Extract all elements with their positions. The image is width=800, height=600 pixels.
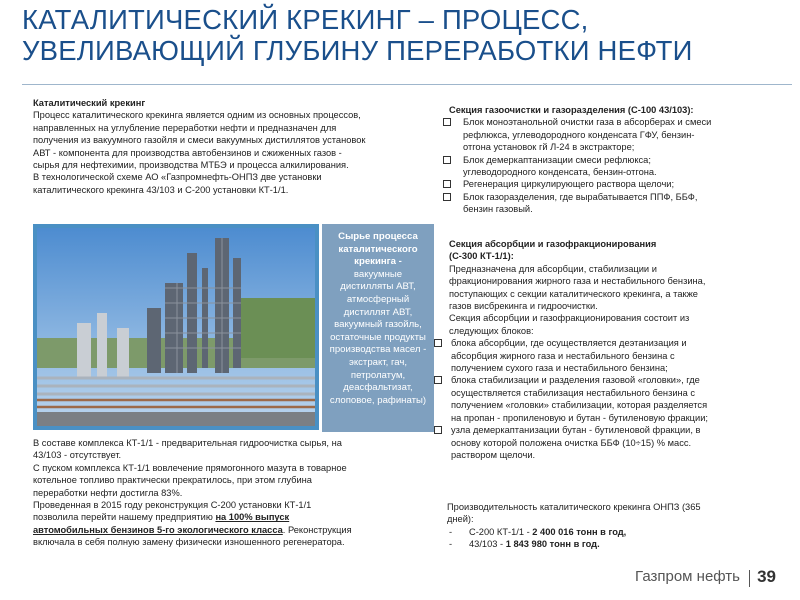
page-number: 39 [757, 567, 776, 586]
complex-text-part: позволила перейти нашему предприятию [33, 512, 216, 523]
gas-cleaning-heading: Секция газоочистки и газоразделения (С-100 43/103): [449, 105, 694, 115]
block-line: на пропан - пропиленовую и бутан - бутиленовую фракции; [451, 412, 708, 423]
list-item [441, 154, 773, 179]
raw-title-line: крекинга - [354, 256, 402, 268]
complex-line: Проведенная в 2015 году реконструкция С-200 установки КТ-1/1 [33, 500, 312, 511]
raw-title-line: Сырье процесса [338, 231, 418, 242]
refinery-illustration [37, 228, 315, 426]
productivity-label: С-200 КТ-1/1 - [469, 526, 533, 537]
list-item [441, 191, 773, 216]
bullet-line: углеводородного конденсата, бензин-отгона. [463, 167, 657, 178]
complex-text-part: . Реконструкция [282, 524, 352, 535]
complex-line: С пуском комплекса КТ-1/1 вовлечение прямогонного мазута в товарное [33, 462, 347, 473]
block-line: блока стабилизации и разделения газовой «головки», где [451, 375, 700, 386]
checkbox-bullet-icon [443, 156, 451, 164]
block-line: узла демеркаптанизации бутан - бутиленовой фракции, в [451, 425, 701, 436]
absorption-text [441, 238, 773, 337]
list-item [441, 337, 773, 374]
intro-line: В технологической схеме АО «Газпромнефть-ОНПЗ две установки [33, 172, 322, 183]
checkbox-bullet-icon [443, 118, 451, 126]
checkbox-bullet-icon [443, 193, 451, 201]
raw-line: дистилляты АВТ, [340, 281, 416, 293]
raw-line: атмосферный [346, 293, 410, 305]
gas-cleaning-section [441, 104, 773, 216]
bullet-line: Регенерация циркулирующего раствора щелочи; [463, 179, 675, 190]
block-line: осуществляется стабилизация нестабильного бензина с [451, 387, 696, 398]
highlight-text: автомобильных бензинов 5-го экологического класса [33, 524, 283, 535]
complex-line: котельное топливо практически прекратилось, при этом глубина [33, 475, 312, 486]
raw-title-line: каталитического [338, 243, 418, 255]
intro-line: направленных на углубление переработки нефти и предназначен для [33, 122, 337, 133]
absorption-heading: (С-300 КТ-1/1): [449, 251, 514, 262]
raw-line: слоповое, рафинаты) [329, 394, 427, 406]
bullet-line: Блок моноэтанольной очистки газа в абсорберах и смеси [463, 117, 712, 128]
block-line: абсорбция жирного газа и нестабильного бензина с [451, 350, 675, 361]
absorption-line: Предназначена для абсорбции, стабилизации и [449, 263, 657, 274]
checkbox-bullet-icon [434, 339, 442, 347]
refinery-photo [33, 224, 319, 430]
checkbox-bullet-icon [434, 376, 442, 384]
productivity-value: 2 400 016 тонн в год, [532, 526, 627, 537]
productivity-value: 1 843 980 тонн в год. [505, 539, 600, 550]
raw-line: вакуумный газойль, [334, 319, 422, 331]
list-item [441, 116, 773, 153]
bullet-line: отгона установок гй Л-24 в экстракторе; [463, 142, 635, 153]
intro-line: каталитического крекинга 43/103 и С-200 установки КТ-1/1. [33, 184, 289, 195]
intro-heading: Каталитический крекинг [33, 98, 146, 108]
raw-line: экстракт, гач, [348, 356, 408, 368]
list-item [447, 526, 777, 538]
bullet-line: рефлюкса, углеводородного конденсата ГФУ, бензин- [463, 129, 695, 140]
intro-line: Процесс каталитического крекинга является одним из основных процессов, [33, 110, 361, 121]
bullet-line: бензин газовый. [463, 204, 533, 215]
raw-line: вакуумные [353, 268, 403, 280]
raw-line: петролатум, [350, 369, 406, 381]
complex-line: В составе комплекса КТ-1/1 - предварительная гидроочистка сырья, на [33, 438, 342, 448]
complex-text [33, 437, 433, 549]
absorption-line: поступающих с секции каталитического крекинга, а также [449, 288, 698, 299]
slide-title [22, 4, 792, 66]
intro-line: АВТ - компонента для производства автобензинов и сжиженных газов - [33, 147, 342, 158]
list-item [441, 424, 773, 461]
absorption-line: фракционирования жирного газа и нестабильного бензина, [449, 276, 706, 287]
dash-bullet: - [449, 539, 453, 550]
title-line-1: КАТАЛИТИЧЕСКИЙ КРЕКИНГ – ПРОЦЕСС, [22, 4, 589, 35]
absorption-line: газов висбрекинга и гидроочистки. [449, 301, 598, 312]
block-line: получением сухого газа и нестабильного бензина; [451, 363, 668, 374]
block-line: раствором щелочи. [451, 449, 536, 460]
dash-bullet: - [449, 526, 453, 537]
complex-line: 43/103 - отсутствует. [33, 450, 122, 461]
absorption-line: следующих блоков: [449, 325, 534, 336]
list-item [441, 374, 773, 424]
title-divider [22, 84, 792, 85]
productivity-heading: дней): [447, 514, 474, 525]
intro-text [33, 97, 423, 196]
raw-line: деасфальтизат, [343, 382, 413, 394]
complex-line [33, 511, 433, 523]
checkbox-bullet-icon [443, 180, 451, 188]
highlight-text: на 100% выпуск [215, 512, 290, 523]
brand-name: Газпром нефть [635, 568, 740, 585]
absorption-section [441, 238, 773, 461]
checkbox-bullet-icon [434, 426, 442, 434]
bullet-line: Блок демеркаптанизации смеси рефлюкса; [463, 154, 651, 165]
raw-line: остаточные продукты [330, 331, 426, 343]
raw-materials-box [322, 224, 434, 432]
block-line: блока абсорбции, где осуществляется деэтанизация и [451, 338, 687, 349]
absorption-heading: Секция абсорбции и газофракционирования [449, 239, 657, 249]
title-line-2: УВЕЛИВАЮЩИЙ ГЛУБИНУ ПЕРЕРАБОТКИ НЕФТИ [22, 35, 693, 66]
bullet-line: Блок газоразделения, где вырабатывается ППФ, ББФ, [463, 191, 698, 202]
raw-line: производства масел - [329, 344, 427, 356]
complex-line: переработки нефти достигла 83%. [33, 487, 183, 498]
productivity-section [447, 501, 777, 551]
productivity-label: 43/103 - [469, 539, 506, 550]
block-line: получением «головки» стабилизации, которая разделяется [451, 400, 708, 411]
footer [620, 568, 780, 590]
complex-line: включала в себя полную замену физически изношенного регенератора. [33, 537, 345, 548]
block-line: основу которой положена очистка ББФ (10÷15) % масс. [451, 437, 692, 448]
list-item [447, 538, 777, 550]
absorption-line: Секция абсорбции и газофракционирования состоит из [449, 313, 690, 324]
list-item [441, 178, 773, 190]
complex-line [33, 524, 433, 536]
productivity-heading: Производительность каталитического крекинга ОНПЗ (365 [447, 502, 701, 512]
intro-line: сырья для нефтехимии, производства МТБЭ и процесса алкилирования. [33, 160, 349, 171]
intro-line: получения из вакуумного газойля и смеси вакуумных дистиллятов установок [33, 135, 366, 146]
footer-divider [749, 570, 750, 587]
raw-line: дистиллят АВТ, [343, 306, 413, 318]
